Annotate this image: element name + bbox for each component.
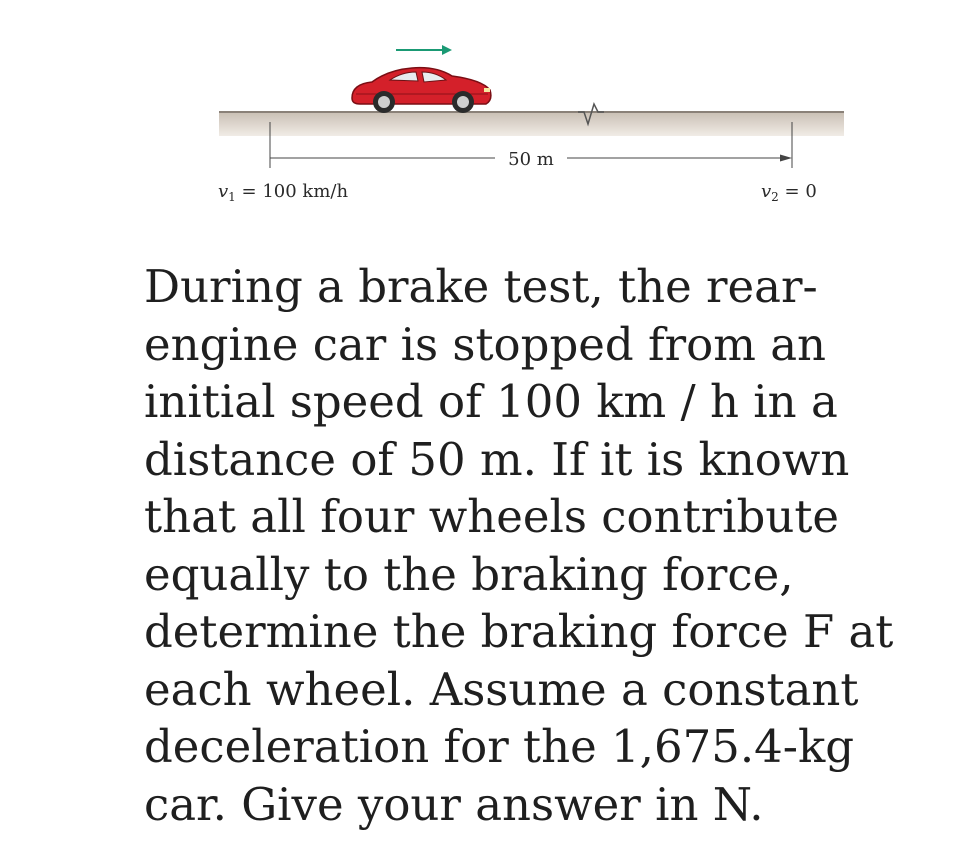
ground [219,112,844,136]
car-icon [352,68,491,113]
distance-label: 50 m [508,149,554,170]
v1-label: $v_1 = 100$ km/h [218,181,349,204]
motion-arrow-icon [396,45,452,55]
v2-label: $v_2 = 0$ [761,181,817,204]
problem-text: During a brake test, the rear-engine car is stopped from an initial speed of 100 km / h in a distance of 50 m. If it is known that all four wheels contribute equally to the braking force, determine the braking force F at each wheel. Assume a constant deceleration for the 1,675.4-kg car. Give your answer in N. [144,260,894,831]
brake-test-figure [0,0,978,240]
